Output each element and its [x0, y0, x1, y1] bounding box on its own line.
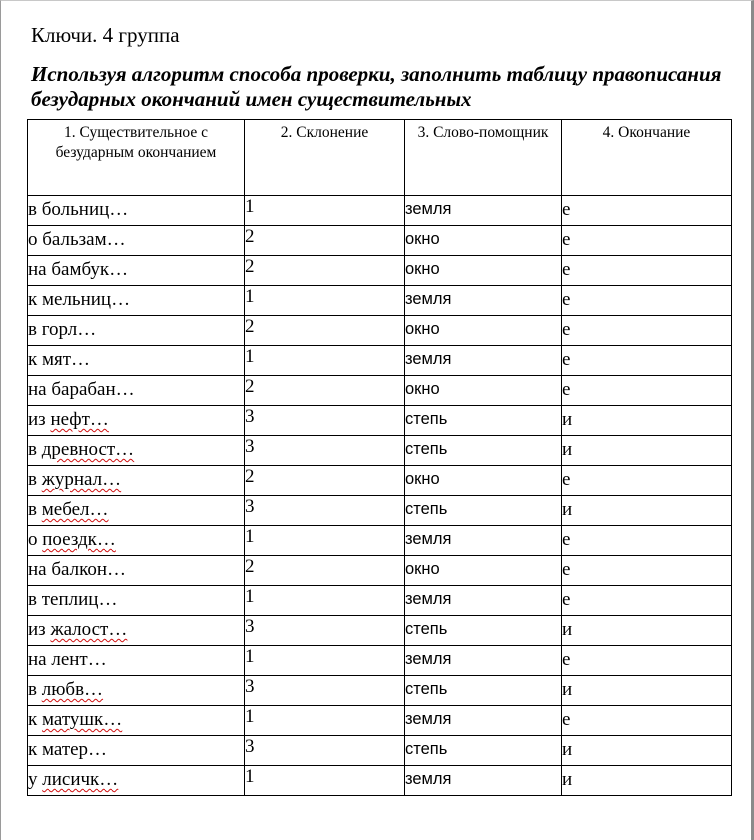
- table-row: [28, 346, 732, 376]
- table-row: [28, 196, 732, 226]
- ending-cell: и: [562, 436, 732, 466]
- table-row: [28, 736, 732, 766]
- ending-cell: е: [562, 556, 732, 586]
- helper-word-cell: окно: [405, 376, 562, 406]
- ending-cell: и: [562, 406, 732, 436]
- noun-cell: в мебел…: [28, 496, 245, 526]
- spellcheck-flagged-word: древност…: [41, 439, 135, 460]
- helper-word-cell: земля: [405, 586, 562, 616]
- spellcheck-flagged-word: журнал…: [41, 469, 122, 490]
- noun-cell: в любв…: [28, 676, 245, 706]
- ending-cell: е: [562, 226, 732, 256]
- noun-cell: к матушк…: [28, 706, 245, 736]
- noun-cell: в древност…: [28, 436, 245, 466]
- helper-word-cell: земля: [405, 346, 562, 376]
- helper-word-cell: земля: [405, 196, 562, 226]
- declension-cell: 2: [245, 556, 405, 586]
- declension-cell: 3: [245, 436, 405, 466]
- declension-cell: 2: [245, 226, 405, 256]
- ending-cell: и: [562, 736, 732, 766]
- helper-word-cell: степь: [405, 616, 562, 646]
- declension-cell: 2: [245, 316, 405, 346]
- table-row: [28, 466, 732, 496]
- noun-cell: на барабан…: [28, 376, 245, 406]
- noun-cell: к мельниц…: [28, 286, 245, 316]
- ending-cell: е: [562, 256, 732, 286]
- declension-cell: 3: [245, 736, 405, 766]
- noun-cell: на балкон…: [28, 556, 245, 586]
- helper-word-cell: степь: [405, 676, 562, 706]
- noun-cell: в теплиц…: [28, 586, 245, 616]
- declension-cell: 3: [245, 676, 405, 706]
- declension-cell: 3: [245, 496, 405, 526]
- noun-cell: к мят…: [28, 346, 245, 376]
- table-row: [28, 316, 732, 346]
- table-header-row: [28, 120, 732, 196]
- helper-word-cell: окно: [405, 316, 562, 346]
- helper-word-cell: земля: [405, 766, 562, 796]
- noun-cell: к матер…: [28, 736, 245, 766]
- declension-cell: 2: [245, 376, 405, 406]
- helper-word-cell: степь: [405, 436, 562, 466]
- spellcheck-flagged-word: нефт…: [50, 409, 109, 430]
- table-row: [28, 256, 732, 286]
- declension-cell: 3: [245, 616, 405, 646]
- table-row: [28, 676, 732, 706]
- ending-cell: и: [562, 616, 732, 646]
- noun-cell: у лисичк…: [28, 766, 245, 796]
- spellcheck-flagged-word: мебел…: [41, 499, 109, 520]
- noun-cell: о бальзам…: [28, 226, 245, 256]
- table-row: [28, 226, 732, 256]
- noun-cell: из жалост…: [28, 616, 245, 646]
- table-row: [28, 286, 732, 316]
- declension-cell: 1: [245, 346, 405, 376]
- ending-cell: е: [562, 706, 732, 736]
- table-row: [28, 586, 732, 616]
- declension-cell: 1: [245, 196, 405, 226]
- spellcheck-flagged-word: поездк…: [42, 529, 116, 550]
- table-row: [28, 526, 732, 556]
- header-noun: 1. Существительное с безударным окончанием: [28, 120, 245, 196]
- ending-cell: и: [562, 496, 732, 526]
- table-row: [28, 766, 732, 796]
- declension-cell: 1: [245, 706, 405, 736]
- answer-table: [27, 119, 732, 796]
- helper-word-cell: земля: [405, 526, 562, 556]
- ending-cell: е: [562, 646, 732, 676]
- header-ending: 4. Окончание: [562, 120, 732, 196]
- helper-word-cell: степь: [405, 496, 562, 526]
- table-row: [28, 646, 732, 676]
- noun-cell: на бамбук…: [28, 256, 245, 286]
- declension-cell: 1: [245, 766, 405, 796]
- helper-word-cell: окно: [405, 226, 562, 256]
- helper-word-cell: окно: [405, 556, 562, 586]
- noun-cell: на лент…: [28, 646, 245, 676]
- ending-cell: е: [562, 376, 732, 406]
- declension-cell: 2: [245, 256, 405, 286]
- table-row: [28, 436, 732, 466]
- helper-word-cell: степь: [405, 736, 562, 766]
- noun-cell: в больниц…: [28, 196, 245, 226]
- declension-cell: 1: [245, 586, 405, 616]
- helper-word-cell: земля: [405, 646, 562, 676]
- ending-cell: е: [562, 316, 732, 346]
- helper-word-cell: земля: [405, 706, 562, 736]
- document-heading: Ключи. 4 группа: [31, 23, 180, 47]
- table-row: [28, 556, 732, 586]
- ending-cell: е: [562, 286, 732, 316]
- noun-cell: о поездк…: [28, 526, 245, 556]
- ending-cell: е: [562, 526, 732, 556]
- ending-cell: и: [562, 766, 732, 796]
- noun-cell: в горл…: [28, 316, 245, 346]
- table-row: [28, 706, 732, 736]
- task-instruction: Используя алгоритм способа проверки, заполнить таблицу правописания безударных окончаний имен существительных: [31, 62, 722, 111]
- ending-cell: и: [562, 676, 732, 706]
- table-row: [28, 496, 732, 526]
- table-row: [28, 616, 732, 646]
- spellcheck-flagged-word: матушк…: [41, 709, 123, 730]
- helper-word-cell: степь: [405, 406, 562, 436]
- declension-cell: 2: [245, 466, 405, 496]
- noun-cell: в журнал…: [28, 466, 245, 496]
- helper-word-cell: земля: [405, 286, 562, 316]
- spellcheck-flagged-word: лисичк…: [42, 769, 119, 790]
- ending-cell: е: [562, 346, 732, 376]
- ending-cell: е: [562, 196, 732, 226]
- noun-cell: из нефт…: [28, 406, 245, 436]
- ending-cell: е: [562, 586, 732, 616]
- helper-word-cell: окно: [405, 466, 562, 496]
- table-body: [28, 196, 732, 796]
- helper-word-cell: окно: [405, 256, 562, 286]
- header-helper-word: 3. Слово-помощник: [405, 120, 562, 196]
- header-declension: 2. Склонение: [245, 120, 405, 196]
- ending-cell: е: [562, 466, 732, 496]
- table-row: [28, 376, 732, 406]
- spellcheck-flagged-word: любв…: [41, 679, 104, 700]
- declension-cell: 1: [245, 526, 405, 556]
- declension-cell: 1: [245, 646, 405, 676]
- declension-cell: 3: [245, 406, 405, 436]
- table-row: [28, 406, 732, 436]
- declension-cell: 1: [245, 286, 405, 316]
- spellcheck-flagged-word: жалост…: [50, 619, 128, 640]
